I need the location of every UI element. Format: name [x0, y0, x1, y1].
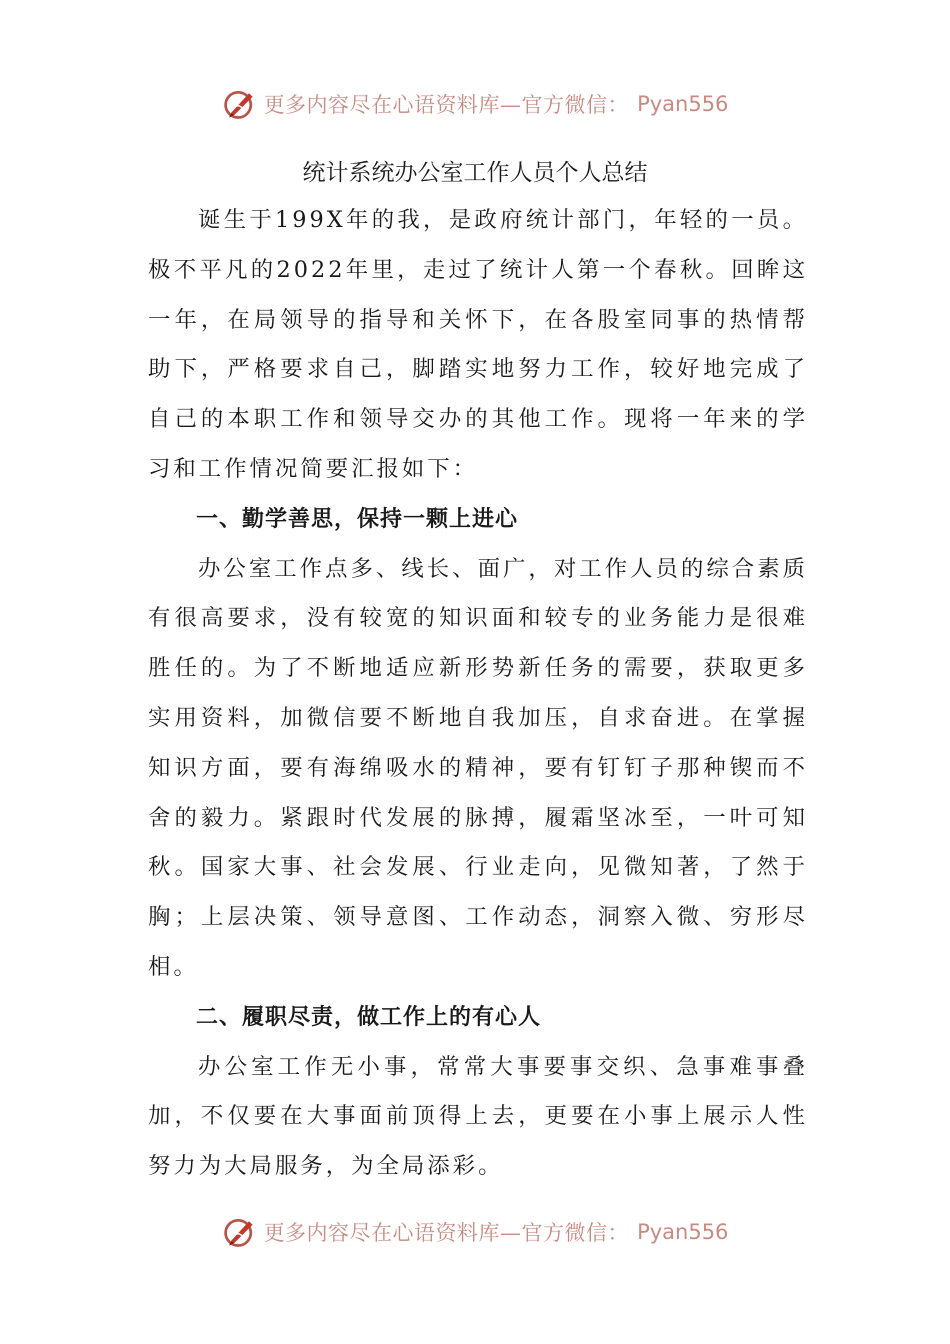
intro-paragraph: 诞生于199X年的我，是政府统计部门，年轻的一员。极不平凡的2022年里，走过了统计人第一个春秋。回眸这一年，在局领导的指导和关怀下，在各股室同事的热情帮助下，严格要求自己，脚踏实地努力工作，较好地完成了自己的本职工作和领导交办的其他工作。现将一年来的学习和工作情况简要汇报如下：: [148, 207, 808, 482]
document-title: 统计系统办公室工作人员个人总结: [302, 160, 648, 186]
watermark-text: 更多内容尽在心语资料库—官方微信：: [263, 93, 630, 117]
watermark-wechat-id: Pyan556: [637, 1220, 729, 1244]
pen-logo-icon: [222, 86, 258, 122]
watermark-wechat-id: Pyan556: [637, 92, 729, 116]
document-body: [148, 196, 808, 1192]
section-1-heading: 一、勤学善思，保持一颗上进心: [196, 506, 519, 532]
watermark-header: [0, 84, 950, 124]
section-1-paragraph: 办公室工作点多、线长、面广，对工作人员的综合素质有很高要求，没有较宽的知识面和较专的业务能力是很难胜任的。为了不断地适应新形势新任务的需要，获取更多实用资料，加微信要不断地自我加压，自求奋进。在掌握知识方面，要有海绵吸水的精神，要有钉钉子那种锲而不舍的毅力。紧跟时代发展的脉搏，履霜坚冰至，一叶可知秋。国家大事、社会发展、行业走向，见微知著，了然于胸；上层决策、领导意图、工作动态，洞察入微、穷形尽相。: [148, 555, 808, 980]
section-2-heading: 二、履职尽责，做工作上的有心人: [196, 1004, 542, 1030]
watermark-text: 更多内容尽在心语资料库—官方微信：: [263, 1221, 630, 1245]
watermark-footer: [0, 1212, 950, 1252]
section-2-paragraph: 办公室工作无小事，常常大事要事交织、急事难事叠加，不仅要在大事面前顶得上去，更要在小事上展示人性努力为大局服务，为全局添彩。: [148, 1053, 808, 1180]
pen-logo-icon: [222, 1214, 258, 1250]
